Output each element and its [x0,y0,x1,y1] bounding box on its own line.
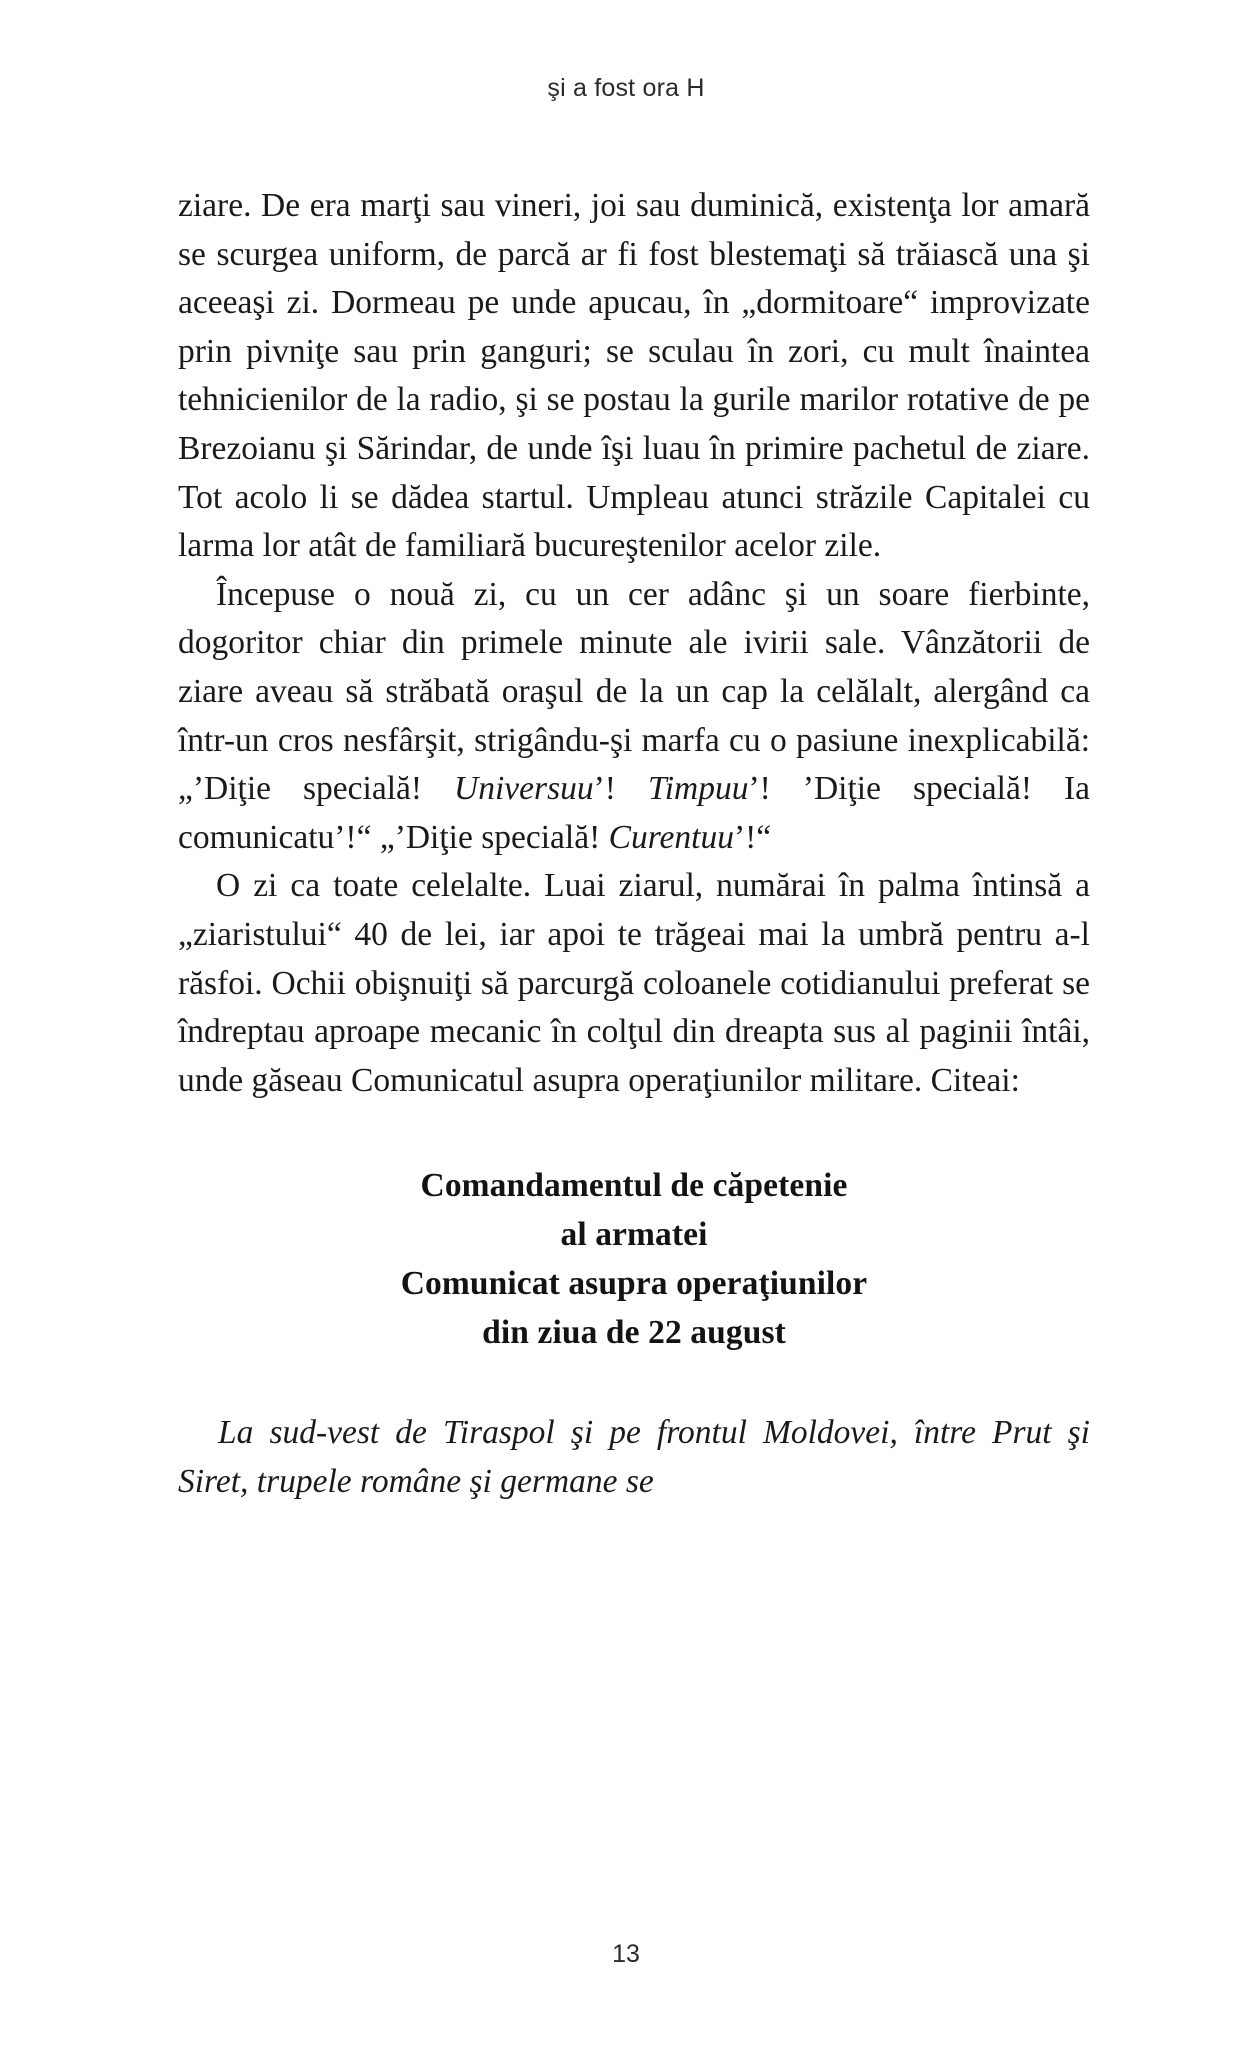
para2-segment-3: ’! ’Diţie specială! Ia comunicatu’!“ „’Diţie specială! [178,770,1091,856]
paragraph-continuation: ziare. De era marţi sau vineri, joi sau duminică, existenţa lor amară se scurgea uniform, de parcă ar fi fost blestemaţi să trăiască una şi aceeaşi zi. Dormeau pe unde apucau, în „dormitoare“ improvizate prin pivniţe sau prin ganguri; se sculau în zori, cu mult înaintea tehnicienilor de la radio, şi se postau la gurile marilor rotative de pe Brezoianu şi Sărindar, de unde îşi luau în primire pachetul de ziare. Tot acolo li se dădea startul. Umpleau atunci străzile Capitalei cu larma lor atât de familiară bucureştenilor acelor zile. [178,187,1090,565]
heading-line-3: Comunicat asupra operaţiunilor [400,1265,868,1303]
para2-segment-2: ’! [593,770,648,808]
heading-line-4: din ziua de 22 august [482,1314,786,1352]
communique-body [178,1409,1090,1506]
para2-segment-4: ’!“ [733,818,772,856]
communique-paragraph: La sud-vest de Tiraspol şi pe frontul Moldovei, între Prut şi Siret, trupele române şi germane se [178,1414,1090,1500]
heading-line-2: al armatei [560,1216,708,1254]
newspaper-name-curentul: Curentuu [608,818,734,856]
para2-segment-1: Începuse o nouă zi, cu un cer adânc şi un soare fierbinte, dogoritor chiar din primele minute ale ivirii sale. Vânzătorii de ziare aveau să străbată oraşul de la un cap la celălalt, alergând ca într-un cros nesfârşit, strigându-şi marfa cu o pasiune inexplicabilă: „’Diţie specială! [178,575,1090,808]
text-column [178,182,1090,1506]
communique-heading [178,1161,1090,1357]
paragraph-incepuse [178,571,1090,863]
page-number: 13 [612,1940,640,1968]
running-header: şi a fost ora H [547,74,705,102]
newspaper-name-universul: Universuu [454,770,594,808]
heading-line-1: Comandamentul de căpetenie [420,1167,848,1205]
newspaper-name-timpul: Timpuu [647,770,749,808]
paragraph-o-zi: O zi ca toate celelalte. Luai ziarul, numărai în palma întinsă a „ziaristului“ 40 de lei, iar apoi te trăgeai mai la umbră pentru a-l răsfoi. Ochii obişnuiţi să parcurgă coloanele cotidianului preferat se îndreptau aproape mecanic în colţul din dreapta sus al paginii întâi, unde găseau Comunicatul asupra operaţiunilor militare. Citeai: [178,867,1090,1099]
